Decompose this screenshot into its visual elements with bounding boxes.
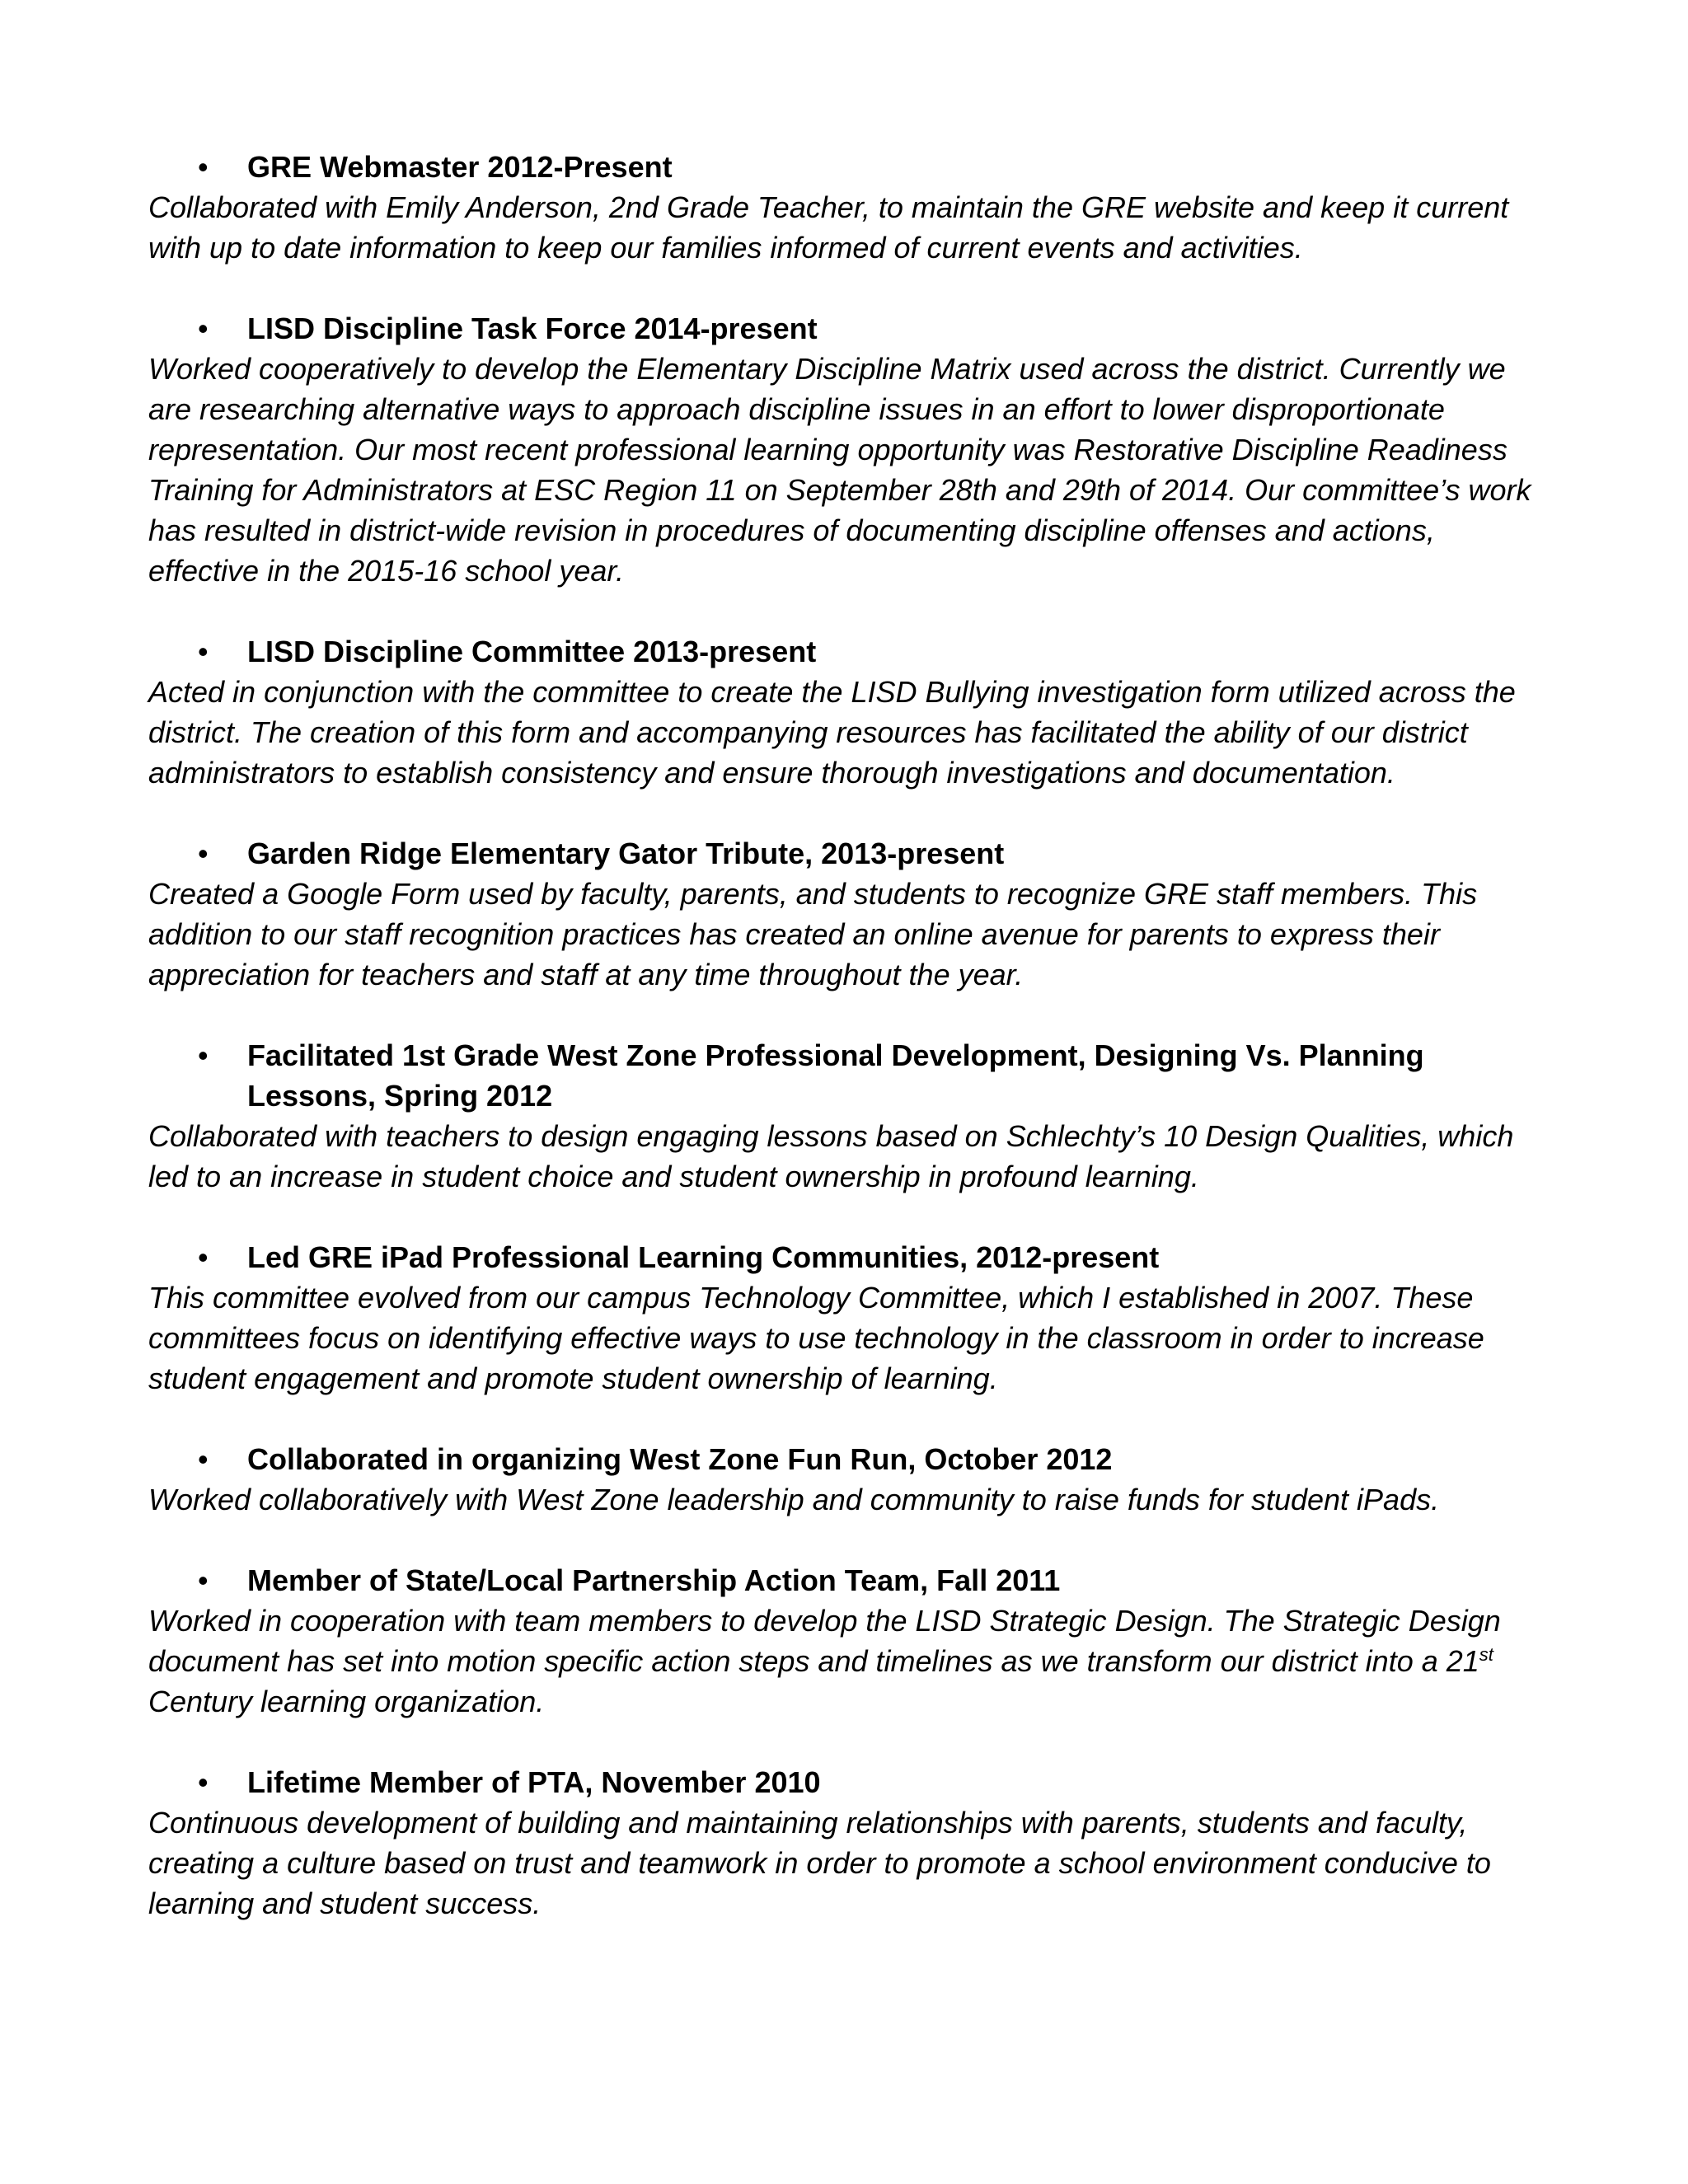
entry-description: Collaborated with Emily Anderson, 2nd Grade Teacher, to maintain the GRE website and keep it current with up to date information to keep our families informed of current events and activities. bbox=[148, 190, 1509, 265]
activities-list bbox=[148, 147, 1550, 1964]
entry-title bbox=[148, 308, 1550, 349]
entry-title-text: Led GRE iPad Professional Learning Communities, 2012-present bbox=[247, 1240, 1160, 1274]
entry-title-text: LISD Discipline Task Force 2014-present bbox=[247, 312, 818, 345]
list-item bbox=[148, 1035, 1550, 1197]
entry-title-text: Facilitated 1st Grade West Zone Professional Development, Designing Vs. Planning Lessons, Spring 2012 bbox=[247, 1038, 1424, 1113]
entry-title-text: LISD Discipline Committee 2013-present bbox=[247, 635, 817, 668]
entry-title-text: Garden Ridge Elementary Gator Tribute, 2013-present bbox=[247, 837, 1005, 870]
list-item bbox=[148, 1762, 1550, 1924]
list-item bbox=[148, 833, 1550, 995]
entry-title bbox=[148, 1035, 1550, 1116]
bullet-icon: • bbox=[198, 150, 209, 184]
entry-title-text: Lifetime Member of PTA, November 2010 bbox=[247, 1765, 821, 1799]
ordinal-superscript: st bbox=[1479, 1644, 1493, 1665]
entry-description bbox=[148, 1601, 1550, 1722]
entry-description-tail: Century learning organization. bbox=[148, 1685, 545, 1718]
entry-title bbox=[148, 1237, 1550, 1277]
list-item bbox=[148, 1439, 1550, 1520]
entry-title bbox=[148, 1560, 1550, 1601]
bullet-icon: • bbox=[198, 1765, 209, 1799]
bullet-icon: • bbox=[198, 1442, 209, 1476]
entry-title-text: GRE Webmaster 2012-Present bbox=[247, 150, 673, 184]
list-item bbox=[148, 1237, 1550, 1399]
bullet-icon: • bbox=[198, 1240, 209, 1274]
entry-title bbox=[148, 1762, 1550, 1802]
entry-description: Acted in conjunction with the committee to create the LISD Bullying investigation form utilized across the district. The creation of this form and accompanying resources has facilitated the ability of our district administrators to establish consistency and ensure thorough investigations and documentation. bbox=[148, 675, 1516, 790]
entry-title bbox=[148, 1439, 1550, 1479]
entry-description: Created a Google Form used by faculty, parents, and students to recognize GRE staff members. This addition to our staff recognition practices has created an online avenue for parents to express their appreciation for teachers and staff at any time throughout the year. bbox=[148, 877, 1478, 991]
entry-title bbox=[148, 631, 1550, 672]
entry-description-text: Worked in cooperation with team members to develop the LISD Strategic Design. The Strategic Design document has set into motion specific action steps and timelines as we transform our district into a 21 bbox=[148, 1604, 1501, 1678]
entry-description: Collaborated with teachers to design engaging lessons based on Schlechty’s 10 Design Qualities, which led to an increase in student choice and student ownership in profound learning. bbox=[148, 1119, 1514, 1193]
list-item bbox=[148, 147, 1550, 268]
entry-title-text: Collaborated in organizing West Zone Fun Run, October 2012 bbox=[247, 1442, 1113, 1476]
entry-title bbox=[148, 833, 1550, 874]
entry-description: Worked collaboratively with West Zone leadership and community to raise funds for student iPads. bbox=[148, 1483, 1440, 1516]
bullet-icon: • bbox=[198, 837, 209, 870]
list-item bbox=[148, 308, 1550, 591]
list-item bbox=[148, 631, 1550, 793]
entry-description: Worked cooperatively to develop the Elementary Discipline Matrix used across the district. Currently we are researching alternative ways to approach discipline issues in an effort to lower disproportionate representation. Our most recent professional learning opportunity was Restorative Discipline Readiness Training for Administrators at ESC Region 11 on September 28th and 29th of 2014. Our committee’s work has resulted in district-wide revision in procedures of documenting discipline offenses and actions, effective in the 2015-16 school year. bbox=[148, 352, 1531, 588]
bullet-icon: • bbox=[198, 312, 209, 345]
entry-title-text: Member of State/Local Partnership Action Team, Fall 2011 bbox=[247, 1563, 1061, 1597]
entry-description: Continuous development of building and maintaining relationships with parents, students and faculty, creating a culture based on trust and teamwork in order to promote a school environment conducive to learning and student success. bbox=[148, 1806, 1491, 1920]
list-item bbox=[148, 1560, 1550, 1722]
bullet-icon: • bbox=[198, 1563, 209, 1597]
bullet-icon: • bbox=[198, 1038, 209, 1072]
bullet-icon: • bbox=[198, 635, 209, 668]
entry-description: This committee evolved from our campus Technology Committee, which I established in 2007. These committees focus on identifying effective ways to use technology in the classroom in order to increase student engagement and promote student ownership of learning. bbox=[148, 1281, 1484, 1395]
entry-title bbox=[148, 147, 1550, 187]
